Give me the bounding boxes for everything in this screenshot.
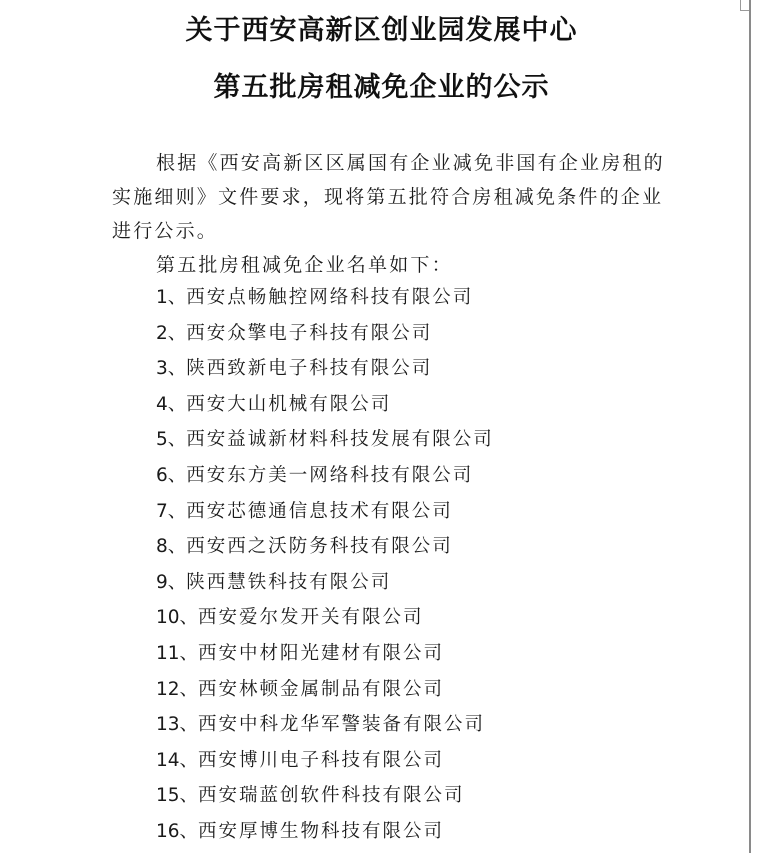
company-name: 西安中科龙华军警装备有限公司 xyxy=(198,714,486,736)
paragraph-line: 实施细则》文件要求，现将第五批符合房租减免条件的企业 xyxy=(112,186,664,208)
company-number: 6、 xyxy=(156,464,187,486)
company-number: 3、 xyxy=(156,358,187,380)
company-list-item xyxy=(156,534,494,570)
paragraph-line: 根据《西安高新区区属国有企业减免非国有企业房租的 xyxy=(156,152,665,174)
company-name: 西安大山机械有限公司 xyxy=(186,393,392,415)
company-number: 2、 xyxy=(156,322,187,344)
company-number: 15、 xyxy=(156,785,199,807)
company-name: 西安芯德通信息技术有限公司 xyxy=(186,500,453,522)
company-list-item xyxy=(156,677,494,713)
company-name: 西安瑞蓝创软件科技有限公司 xyxy=(198,785,465,807)
company-list-item xyxy=(156,356,494,392)
company-list-item xyxy=(156,392,494,428)
document-title-line-1: 关于西安高新区创业园发展中心 xyxy=(185,15,578,46)
document-title-line-2: 第五批房租减免企业的公示 xyxy=(213,72,550,103)
company-list-item xyxy=(156,783,494,819)
company-list-item xyxy=(156,499,494,535)
company-number: 4、 xyxy=(156,393,187,415)
company-name: 西安中材阳光建材有限公司 xyxy=(198,642,445,664)
company-name: 西安博川电子科技有限公司 xyxy=(198,749,445,771)
company-number: 7、 xyxy=(156,500,187,522)
intro-paragraph xyxy=(112,146,665,248)
list-intro: 第五批房租减免企业名单如下： xyxy=(156,254,453,276)
company-number: 1、 xyxy=(156,287,187,308)
company-name: 西安点畅触控网络科技有限公司 xyxy=(186,287,474,308)
company-list-item xyxy=(156,748,494,784)
company-number: 16、 xyxy=(156,820,199,842)
company-number: 12、 xyxy=(156,678,199,700)
company-number: 10、 xyxy=(156,607,199,629)
paragraph-line: 进行公示。 xyxy=(112,220,219,242)
company-number: 13、 xyxy=(156,714,199,736)
company-number: 11、 xyxy=(156,642,199,664)
company-name: 西安众擎电子科技有限公司 xyxy=(186,322,433,344)
company-name: 西安林顿金属制品有限公司 xyxy=(198,678,445,700)
company-list-item xyxy=(156,819,494,853)
company-number: 14、 xyxy=(156,749,199,771)
page-edge-line xyxy=(749,0,751,853)
company-name: 陕西慧铁科技有限公司 xyxy=(186,571,392,593)
company-number: 5、 xyxy=(156,429,187,451)
company-list-item xyxy=(156,321,494,357)
company-name: 陕西致新电子科技有限公司 xyxy=(186,358,433,380)
company-list-item xyxy=(156,641,494,677)
company-number: 9、 xyxy=(156,571,187,593)
company-name: 西安益诚新材料科技发展有限公司 xyxy=(186,429,494,451)
company-list xyxy=(156,285,494,853)
company-name: 西安爱尔发开关有限公司 xyxy=(198,607,424,629)
company-number: 8、 xyxy=(156,536,187,558)
company-list-item xyxy=(156,427,494,463)
company-list-item xyxy=(156,285,494,321)
company-name: 西安东方美一网络科技有限公司 xyxy=(186,464,474,486)
company-list-item xyxy=(156,570,494,606)
company-name: 西安西之沃防务科技有限公司 xyxy=(186,536,453,558)
company-list-item xyxy=(156,712,494,748)
company-list-item xyxy=(156,605,494,641)
company-list-item xyxy=(156,463,494,499)
company-name: 西安厚博生物科技有限公司 xyxy=(198,820,445,842)
